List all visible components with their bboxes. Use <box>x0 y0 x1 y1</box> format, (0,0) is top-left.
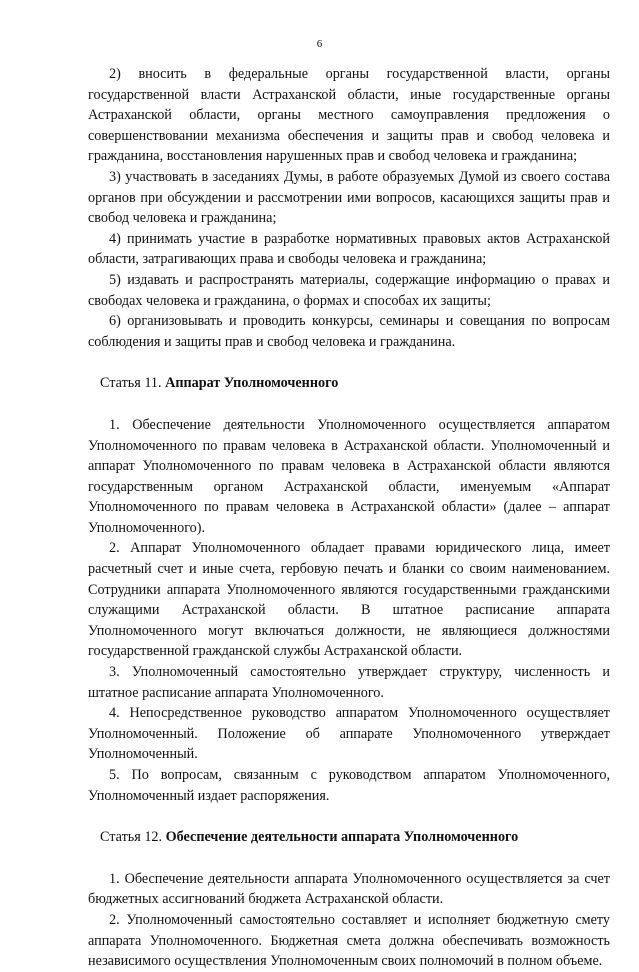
article-12-heading <box>88 827 610 848</box>
article-11-paragraph-3: 3. Уполномоченный самостоятельно утверждает структуру, численность и штатное расписание аппарата Уполномоченного. <box>88 664 610 701</box>
page-number: 6 <box>316 38 323 50</box>
article-11-paragraph-5: 5. По вопросам, связанным с руководством аппаратом Уполномоченного, Уполномоченный издает распоряжения. <box>88 767 610 804</box>
article-11-heading <box>88 373 610 394</box>
article-11-number: Статья 11. <box>100 375 162 392</box>
article-11-paragraph-2: 2. Аппарат Уполномоченного обладает правами юридического лица, имеет расчетный счет и иные счета, гербовую печать и бланки со своим наименованием. Сотрудники аппарата Уполномоченного являются государственными гражданскими служащими Астраханской области. В штатное расписание аппарата Уполномоченного могут включаться должности, не являющиеся должностями государственной гражданской службы Астраханской области. <box>88 540 610 660</box>
list-item-2: 2) вносить в федеральные органы государственной власти, органы государственной власти Астраханской области, иные государственные органы Астраханской области, органы местного самоуправления предложения о совершенствовании механизма обеспечения и защиты прав и свобод человека и гражданина, восстановления нарушенных прав и свобод человека и гражданина; <box>88 66 610 165</box>
article-11-paragraph-4: 4. Непосредственное руководство аппаратом Уполномоченного осуществляет Уполномоченный. Положение об аппарате Уполномоченного утверждает Уполномоченный. <box>88 705 610 763</box>
article-12-title: Обеспечение деятельности аппарата Уполномоченного <box>165 829 519 846</box>
document-body <box>88 64 610 972</box>
list-item-5: 5) издавать и распространять материалы, содержащие информацию о правах и свободах человека и гражданина, о формах и способах их защиты; <box>88 271 610 309</box>
list-item-3: 3) участвовать в заседаниях Думы, в работе образуемых Думой из своего состава органов при обсуждении и рассмотрении ими вопросов, касающихся защиты прав и свобод человека и гражданина; <box>88 168 610 227</box>
list-item-6: 6) организовывать и проводить конкурсы, семинары и совещания по вопросам соблюдения и защиты прав и свобод человека и гражданина. <box>88 313 610 350</box>
article-12-paragraph-2: 2. Уполномоченный самостоятельно составляет и исполняет бюджетную смету аппарата Уполномоченного. Бюджетная смета должна обеспечивать возможность независимого осуществления Уполномоченным своих полномочий в полном объеме. <box>88 911 610 970</box>
article-11-paragraph-1: 1. Обеспечение деятельности Уполномоченного осуществляется аппаратом Уполномоченного по правам человека в Астраханской области. Уполномоченный и аппарат Уполномоченного по правам человека в Астраханской области являются государственным органом Астраханской области, именуемым «Аппарат Уполномоченного по правам человека в Астраханской области» (далее – аппарат Уполномоченного). <box>88 416 610 536</box>
list-item-4: 4) принимать участие в разработке нормативных правовых актов Астраханской области, затрагивающих права и свободы человека и гражданина; <box>88 230 610 268</box>
article-11-title: Аппарат Уполномоченного <box>165 375 339 392</box>
article-12-number: Статья 12. <box>100 829 163 846</box>
article-12-paragraph-1: 1. Обеспечение деятельности аппарата Уполномоченного осуществляется за счет бюджетных ассигнований бюджета Астраханской области. <box>88 870 610 908</box>
